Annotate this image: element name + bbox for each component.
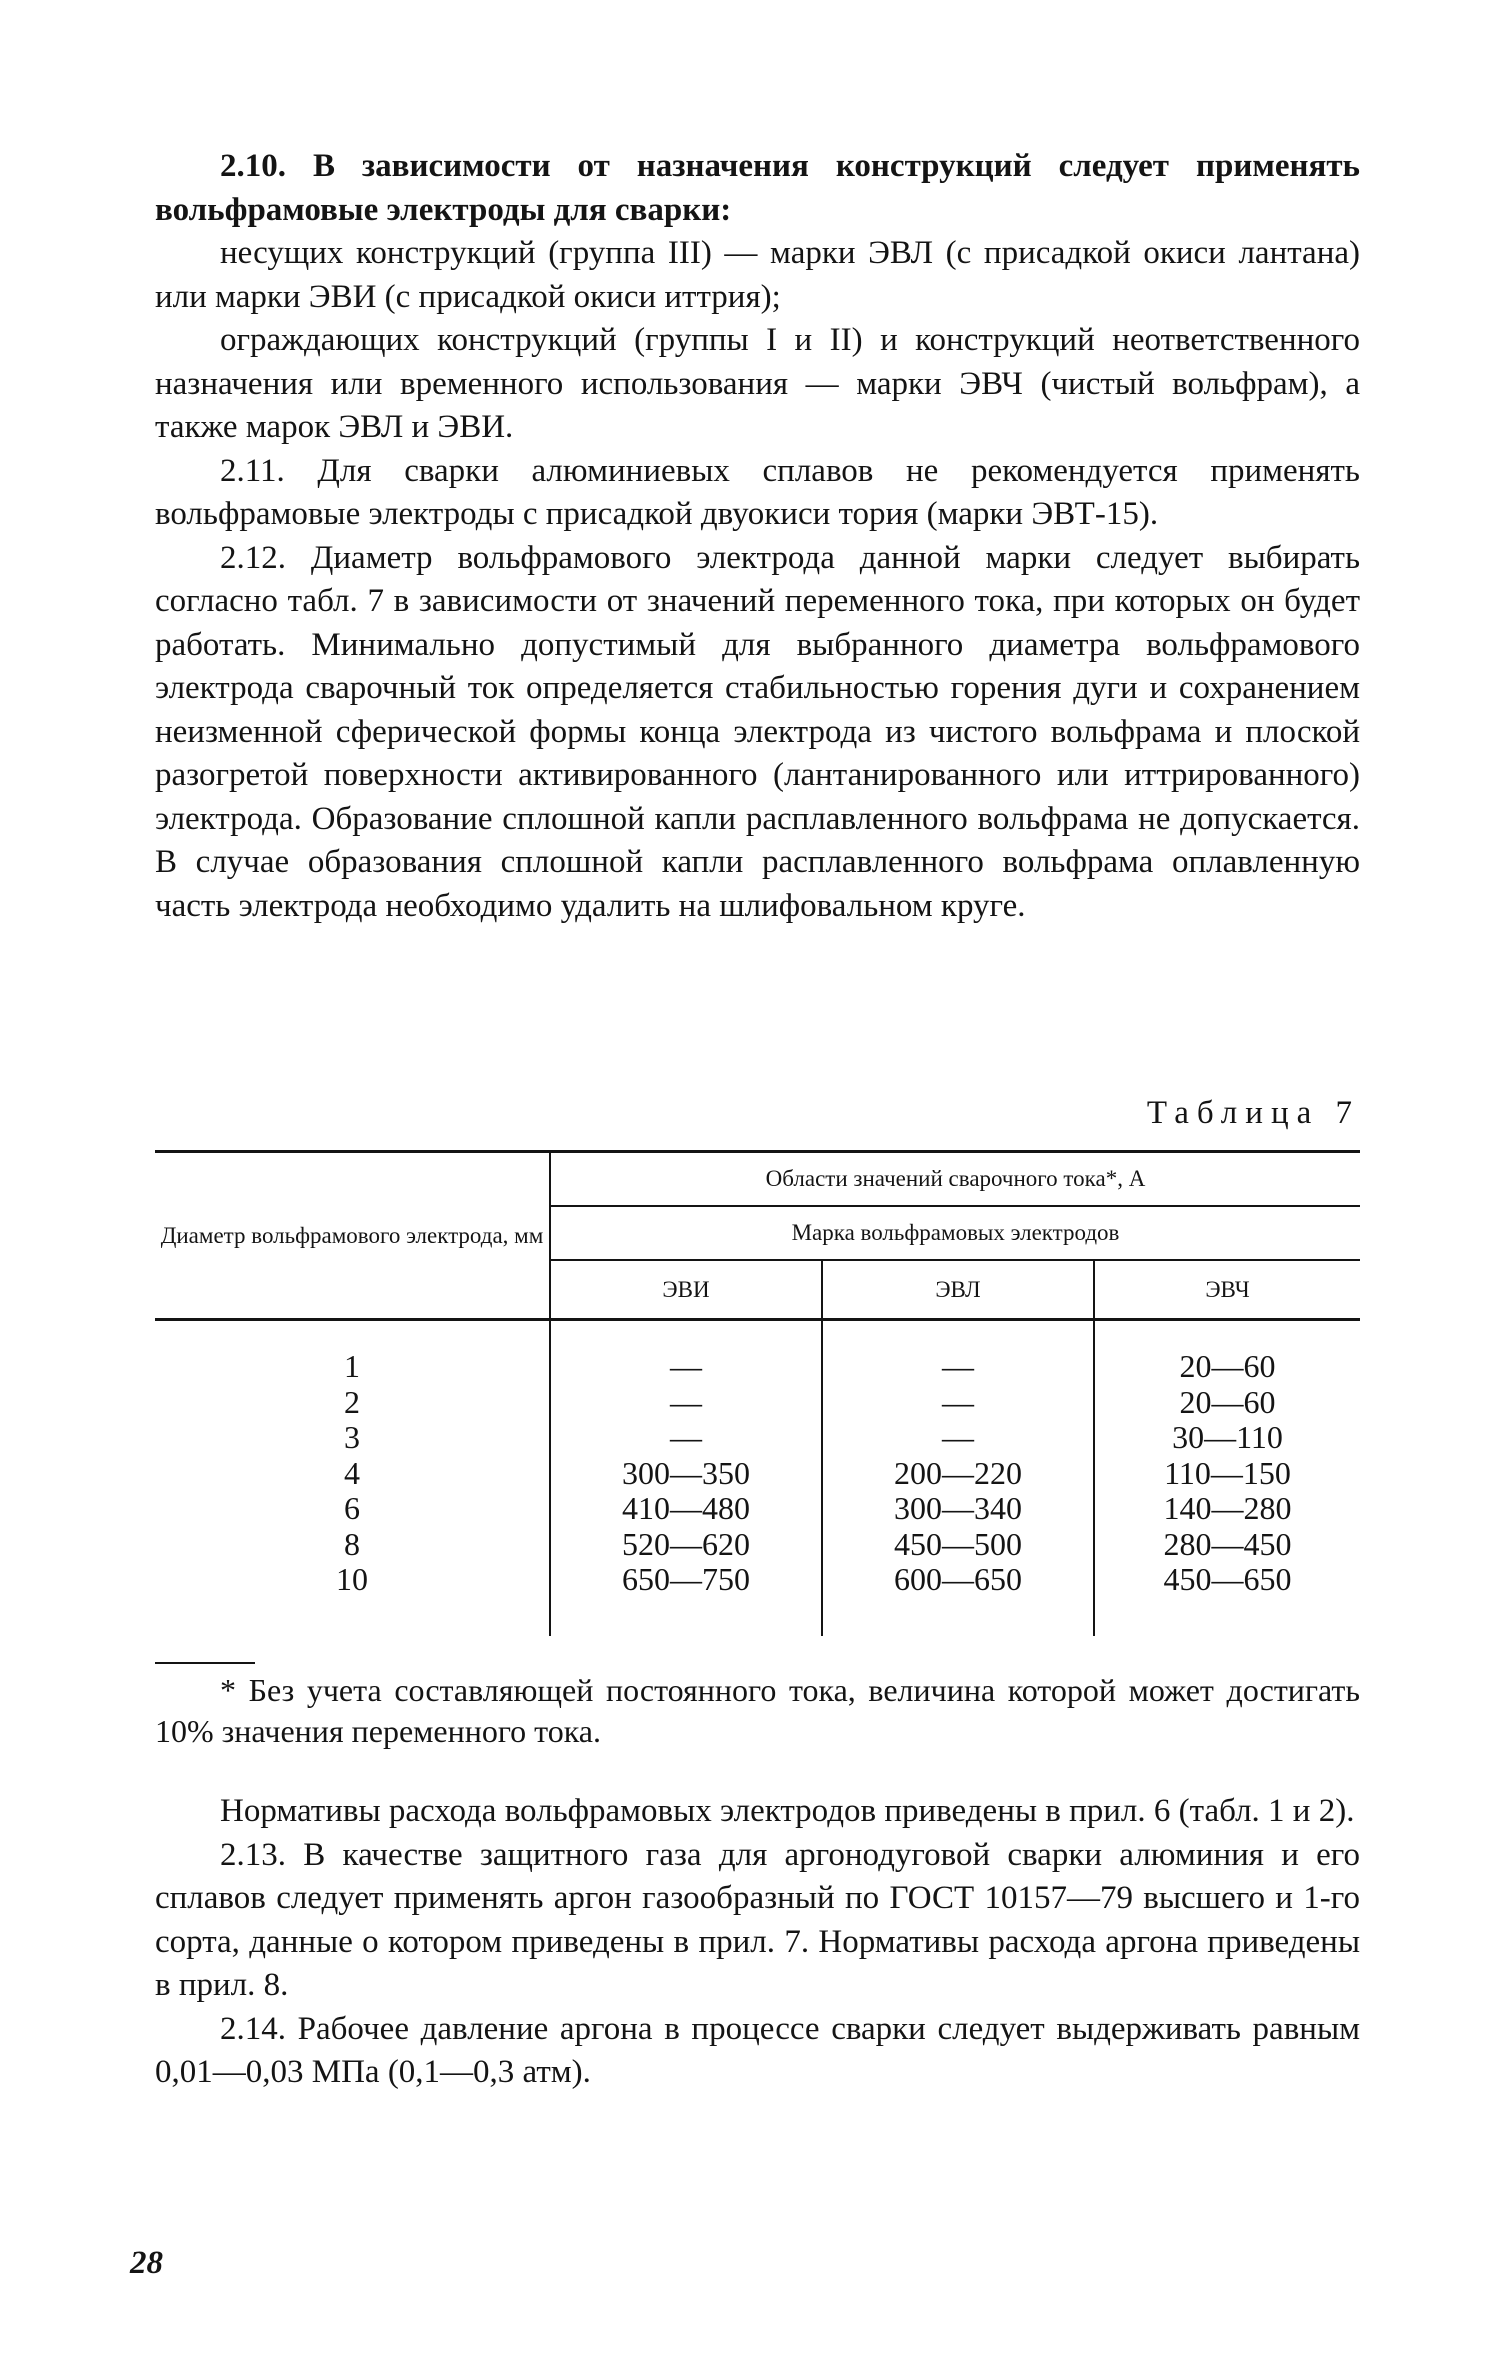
cell-d-10: 10: [336, 1561, 368, 1597]
page-number: 28: [130, 2245, 163, 2281]
cell-evi-3: —: [670, 1419, 702, 1455]
para-number: 2.13.: [220, 1836, 286, 1873]
paragraph-2-10: [155, 145, 1360, 232]
cell-evl-2: —: [942, 1383, 974, 1420]
cell-evch-10: 450—650: [1163, 1561, 1292, 1597]
cell-evi-6: 410—480: [622, 1490, 750, 1526]
paragraph-load-bearing: [155, 232, 1360, 319]
group-header: Области значений сварочного тока*, А: [550, 1152, 1360, 1207]
cell-evi-2: —: [670, 1383, 702, 1420]
col-header-evch: ЭВЧ: [1094, 1260, 1360, 1320]
para-text: Нормативы расхода вольфрамовых электродов приведены в прил. 6 (табл. 1 и 2).: [220, 1793, 1355, 1829]
cell-evch-2: 20—60: [1179, 1383, 1276, 1420]
para-text: В качестве защитного газа для аргонодуговой сварки алюминия и его сплавов следует применять аргон газообразный по ГОСТ 10157—79 высшего и 1-го сорта, данные о котором приведены в прил. 7. Нормативы расхода аргона приведены в прил. 8.: [155, 1836, 1361, 2003]
cell-evi-10: 650—750: [622, 1561, 750, 1597]
cell-evl-4: 200—220: [894, 1454, 1022, 1491]
para-text: В зависимости от назначения конструкций следует применять вольфрамовые электроды для сварки:: [155, 148, 1360, 228]
cell-d-2: 2: [344, 1383, 360, 1420]
paragraph-norms: [155, 1790, 1360, 1834]
col-header-evl: ЭВЛ: [822, 1260, 1094, 1320]
col-header-evi: ЭВИ: [550, 1260, 822, 1320]
cell-evi-8: 520—620: [622, 1525, 750, 1562]
cell-evch-4: 110—150: [1164, 1454, 1291, 1491]
footnote: [155, 1670, 1360, 1752]
para-number: 2.12.: [220, 539, 286, 576]
para-text: Для сварки алюминиевых сплавов не рекомендуется применять вольфрамовые электроды с присадкой двуокиси тория (марки ЭВТ-15).: [155, 452, 1360, 532]
paragraph-enclosing: [155, 319, 1360, 450]
section-bottom: [155, 1790, 1360, 2095]
para-number: 2.10.: [220, 148, 286, 184]
paragraph-2-13: [155, 1834, 1360, 2008]
column-evi: [550, 1320, 822, 1636]
cell-evch-6: 140—280: [1163, 1490, 1292, 1526]
cell-evl-1: —: [942, 1348, 974, 1384]
para-number: 2.14.: [220, 2010, 286, 2047]
column-evch: [1094, 1320, 1360, 1636]
para-text: несущих конструкций (группа III) — марки ЭВЛ (с присадкой окиси лантана) или марки ЭВИ (с присадкой окиси иттрия);: [155, 235, 1360, 315]
footnote-text: * Без учета составляющей постоянного тока, величина которой может достигать 10% значения переменного тока.: [155, 1672, 1360, 1749]
cell-d-4: 4: [344, 1454, 360, 1491]
section-top: [155, 145, 1360, 928]
cell-evl-3: —: [942, 1419, 974, 1455]
cell-d-8: 8: [344, 1525, 360, 1562]
col1-header: Диаметр вольфрамового электрода, мм: [155, 1152, 550, 1320]
cell-evch-3: 30—110: [1172, 1419, 1283, 1455]
cell-evl-8: 450—500: [894, 1525, 1022, 1562]
cell-evl-6: 300—340: [894, 1490, 1022, 1526]
cell-evch-1: 20—60: [1179, 1348, 1276, 1384]
sub-header: Марка вольфрамовых электродов: [550, 1206, 1360, 1260]
table-caption: Таблица 7: [1146, 1095, 1360, 1131]
cell-d-3: 3: [344, 1419, 360, 1455]
para-text: Диаметр вольфрамового электрода данной марки следует выбирать согласно табл. 7 в зависимости от значений переменного тока, при которых он будет работать. Минимально допустимый для выбранного диаметра вольфрамового электрода сварочный ток определяется стабильностью горения дуги и сохранением неизменной сферической формы конца электрода из чистого вольфрама и плоской разогретой поверхности активированного (лантанированного или иттрированного) электрода. Образование сплошной капли расплавленного вольфрама не допускается. В случае образования сплошной капли расплавленного вольфрама оплавленную часть электрода необходимо удалить на шлифовальном круге.: [155, 539, 1360, 924]
column-evl: [822, 1320, 1094, 1636]
cell-evi-1: —: [670, 1348, 702, 1384]
para-text: ограждающих конструкций (группы I и II) и конструкций неответственного назначения или временного использования — марки ЭВЧ (чистый вольфрам), а также марок ЭВЛ и ЭВИ.: [155, 322, 1360, 445]
paragraph-2-12: [155, 537, 1360, 929]
column-diameter: [155, 1320, 550, 1636]
cell-evl-10: 600—650: [894, 1561, 1022, 1597]
para-number: 2.11.: [220, 452, 285, 489]
footnote-rule: [155, 1662, 255, 1664]
paragraph-2-11: [155, 450, 1360, 537]
electrode-table: [155, 1150, 1360, 1636]
cell-evch-8: 280—450: [1163, 1525, 1292, 1562]
paragraph-2-14: [155, 2008, 1360, 2095]
cell-d-6: 6: [344, 1490, 360, 1526]
cell-d-1: 1: [344, 1348, 360, 1384]
cell-evi-4: 300—350: [622, 1454, 750, 1491]
para-text: Рабочее давление аргона в процессе сварки следует выдерживать равным 0,01—0,03 МПа (0,1—0,3 атм).: [155, 2010, 1360, 2090]
